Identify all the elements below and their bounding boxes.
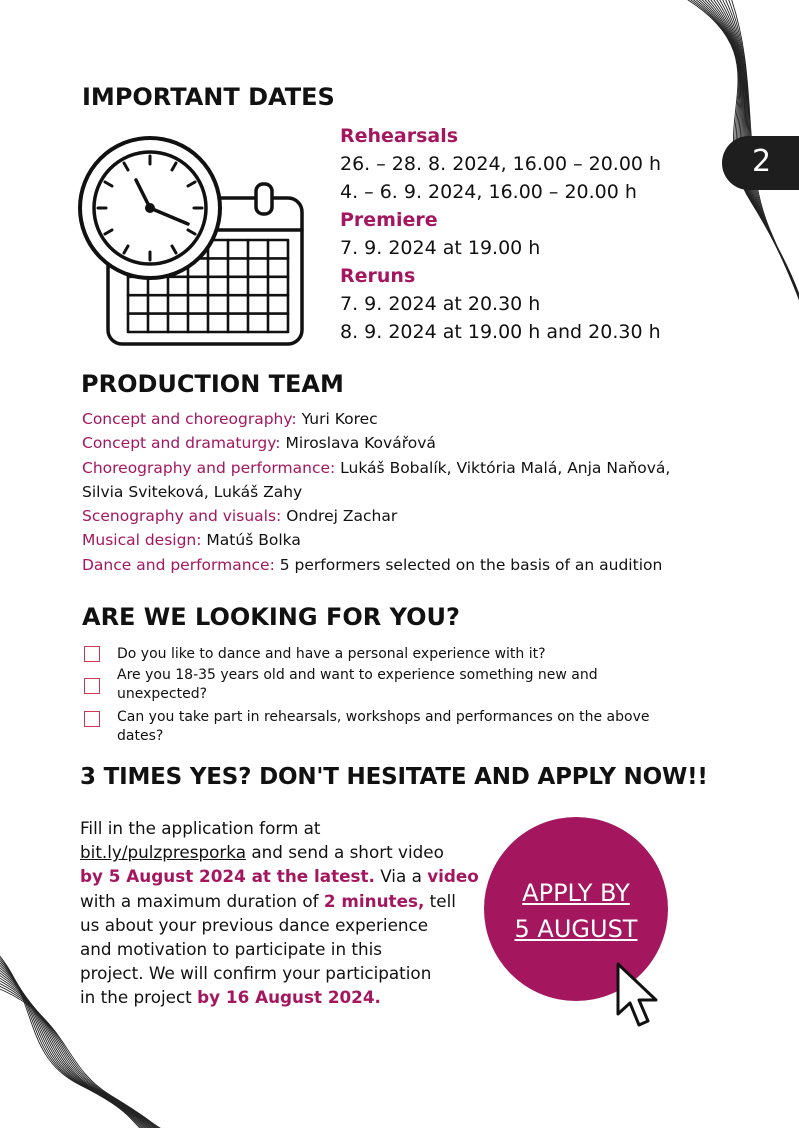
apply-text-span: Via a — [374, 866, 428, 887]
important-dates-heading: IMPORTANT DATES — [82, 83, 335, 111]
rehearsals-label: Rehearsals — [340, 125, 459, 147]
video-text: video — [427, 866, 479, 887]
application-text — [80, 816, 480, 1010]
team-row — [82, 456, 772, 480]
dates-list — [340, 122, 661, 346]
apply-text-span: and send a short video — [246, 842, 444, 863]
application-form-link[interactable]: bit.ly/pulzpresporka — [80, 842, 247, 863]
apply-line — [80, 985, 480, 1009]
team-row-continued — [82, 480, 772, 504]
apply-line: project. We will confirm your participation — [80, 963, 432, 984]
team-row — [82, 407, 772, 431]
checkbox[interactable] — [84, 646, 100, 662]
apply-text-span: with a maximum duration of — [80, 890, 324, 911]
looking-for-you-heading: ARE WE LOOKING FOR YOU? — [82, 603, 460, 631]
reruns-label: Reruns — [340, 265, 416, 287]
rerun-date: 8. 9. 2024 at 19.00 h and 20.30 h — [340, 321, 661, 343]
rehearsal-date: 4. – 6. 9. 2024, 16.00 – 20.00 h — [340, 181, 637, 203]
team-names: Miroslava Kovářová — [285, 434, 436, 453]
page-number-tab — [722, 136, 799, 190]
question-line: Are you 18-35 years old and want to experience something new and — [117, 667, 598, 683]
question-line: Can you take part in rehearsals, workshops and performances on the above — [117, 709, 650, 725]
confirm-date-text: by 16 August 2024. — [197, 987, 381, 1008]
apply-line: us about your previous dance experience — [80, 914, 429, 935]
question-line: Do you like to dance and have a personal experience with it? — [117, 646, 546, 662]
team-role: Dance and performance: — [82, 555, 275, 574]
team-names: Ondrej Zachar — [286, 507, 398, 526]
premiere-date: 7. 9. 2024 at 19.00 h — [340, 237, 541, 259]
checkbox[interactable] — [84, 711, 100, 727]
team-row — [82, 528, 772, 552]
team-role: Concept and choreography: — [82, 410, 297, 428]
page-number: 2 — [752, 144, 772, 179]
production-team-list — [82, 407, 772, 577]
apply-text-span: tell — [424, 890, 456, 911]
team-row — [82, 431, 772, 455]
cta-heading: 3 TIMES YES? DON'T HESITATE AND APPLY NOW!! — [80, 764, 708, 790]
apply-line — [80, 889, 480, 913]
clock-calendar-icon — [78, 130, 308, 350]
team-names: Silvia Sviteková, Lukáš Zahy — [82, 482, 303, 501]
apply-text-span: in the project — [80, 987, 198, 1008]
apply-line — [80, 864, 480, 888]
rerun-date: 7. 9. 2024 at 20.30 h — [340, 293, 541, 315]
team-role: Scenography and visuals: — [82, 507, 282, 526]
team-names: Matúš Bolka — [206, 531, 301, 550]
team-row — [82, 504, 772, 528]
premiere-label: Premiere — [340, 209, 438, 231]
team-role: Choreography and performance: — [82, 458, 336, 477]
duration-text: 2 minutes, — [323, 890, 425, 911]
team-names: 5 performers selected on the basis of an audition — [279, 555, 663, 574]
production-team-heading: PRODUCTION TEAM — [81, 370, 344, 398]
team-names: Yuri Korec — [301, 410, 378, 428]
team-names: Lukáš Bobalík, Viktória Malá, Anja Naňová, — [340, 458, 671, 477]
rehearsal-date: 26. – 28. 8. 2024, 16.00 – 20.00 h — [340, 153, 662, 175]
cursor-arrow-icon — [612, 958, 664, 1034]
apply-button-label — [484, 875, 668, 947]
apply-line: Fill in the application form at — [80, 818, 321, 838]
apply-line: and motivation to participate in this — [80, 939, 383, 960]
question-line: unexpected? — [117, 686, 208, 702]
question-line: dates? — [117, 728, 164, 744]
apply-button-line: APPLY BY — [522, 879, 630, 907]
checkbox[interactable] — [84, 678, 100, 694]
deadline-text: by 5 August 2024 at the latest. — [80, 866, 375, 887]
apply-button-line: 5 AUGUST — [514, 915, 638, 943]
team-role: Concept and dramaturgy: — [82, 434, 281, 453]
team-role: Musical design: — [82, 531, 202, 550]
team-row — [82, 553, 772, 577]
apply-line — [80, 840, 480, 864]
